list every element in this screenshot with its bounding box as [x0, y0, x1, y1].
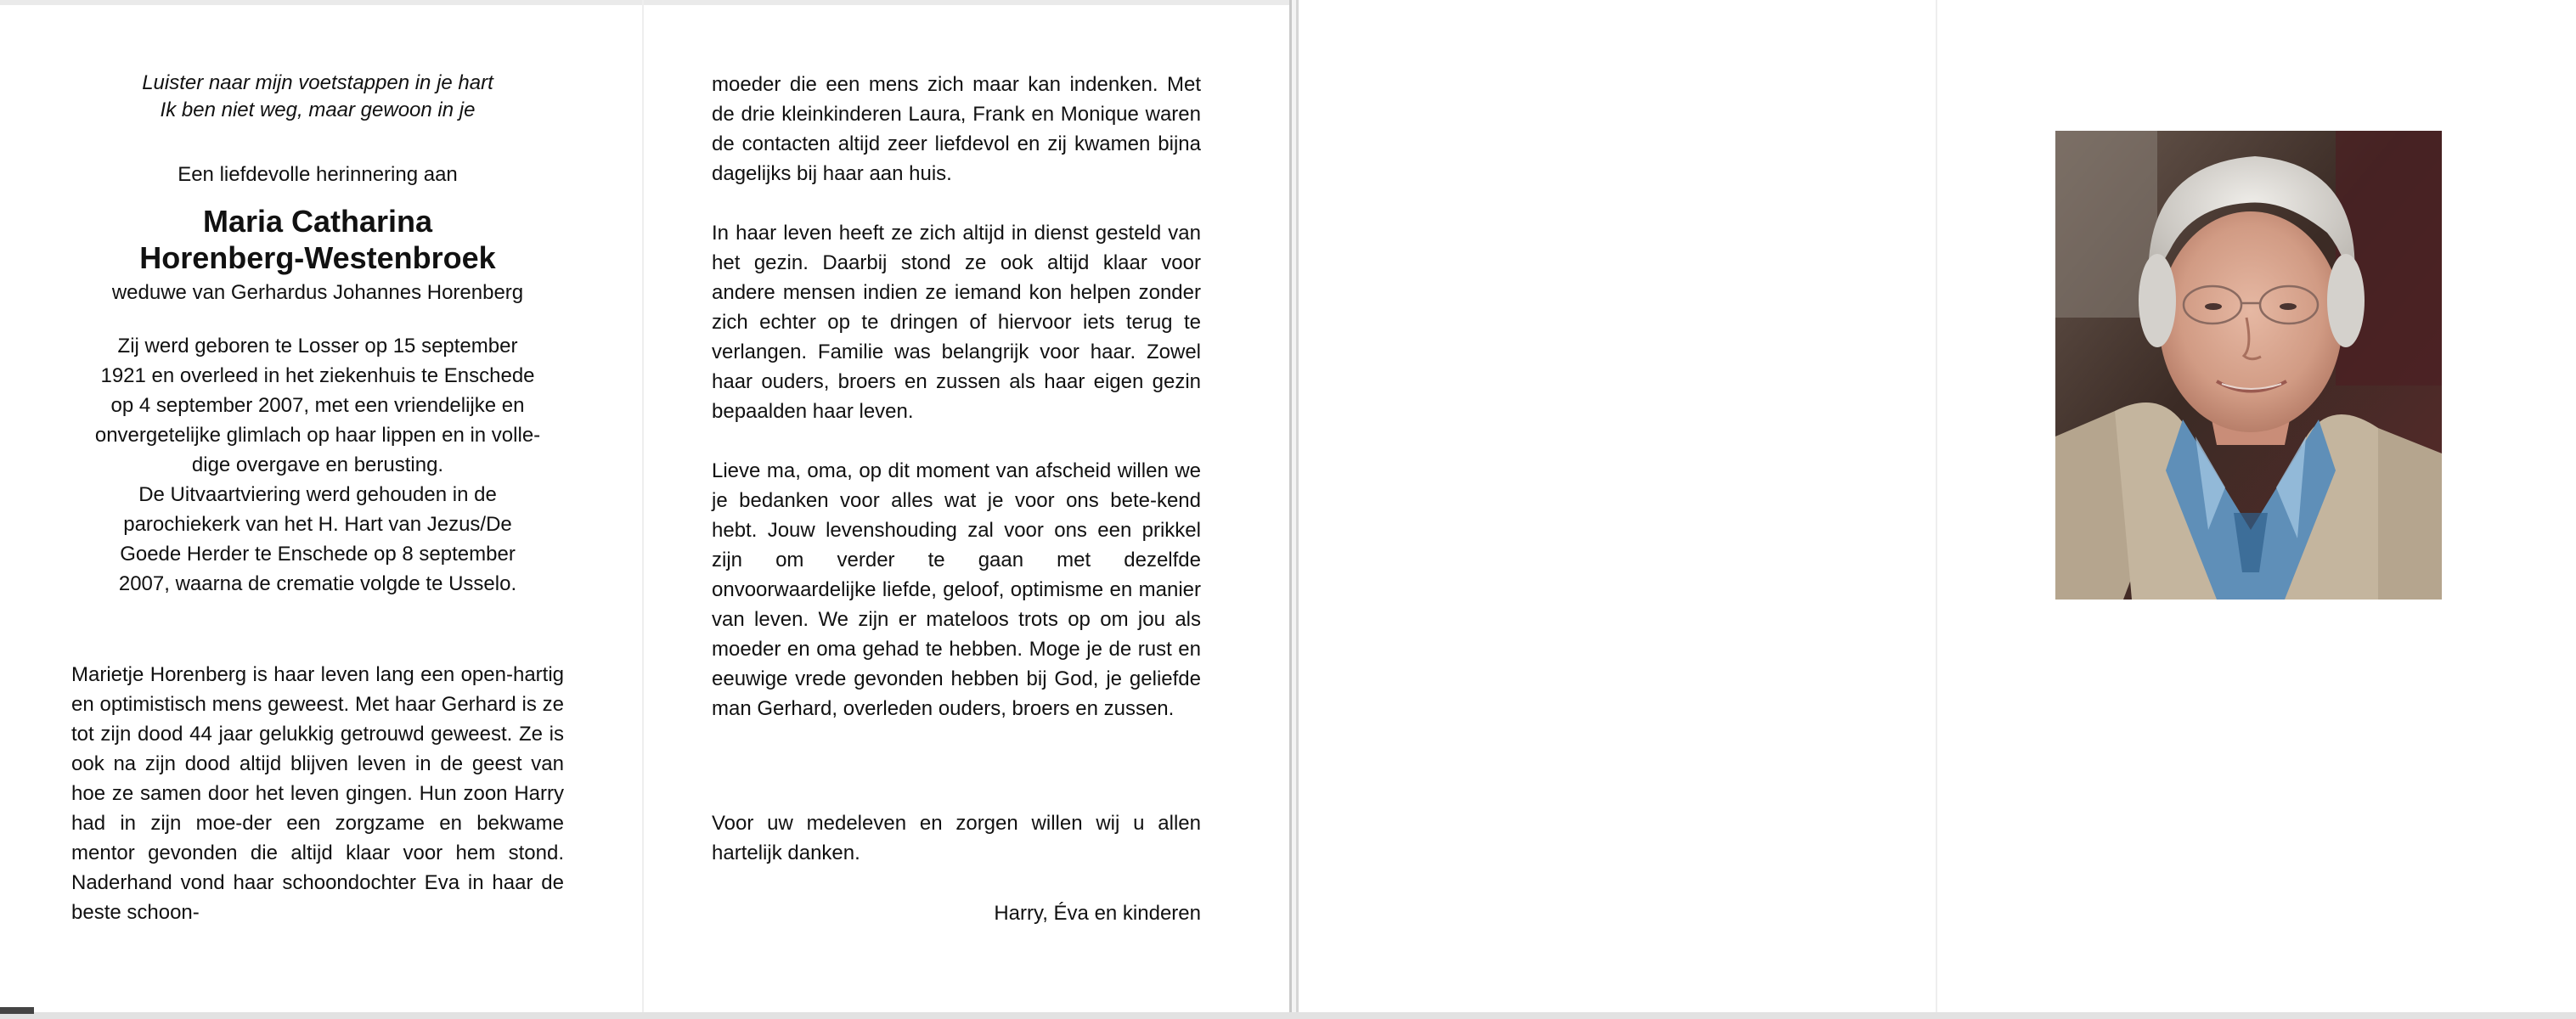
- detail-line: parochiekerk van het H. Hart van Jezus/De: [123, 513, 512, 536]
- left-text-column: [71, 70, 564, 927]
- deceased-name-line-1: Maria Catharina: [202, 204, 433, 239]
- birth-death-details: [71, 331, 564, 599]
- detail-line: op 4 september 2007, met een vriendelijke en: [110, 394, 525, 417]
- continuation-paragraph: moeder die een mens zich maar kan indenken. Met de drie kleinkinderen Laura, Frank en Monique waren de contacten altijd zeer liefdevol en zij kwamen bijna dagelijks bij haar aan huis.: [712, 73, 1201, 185]
- right-text-column: [712, 70, 1201, 928]
- motto-line-1: Luister naar mijn voetstappen in je hart: [142, 71, 493, 94]
- detail-line: dige overgave en berusting.: [191, 453, 444, 476]
- thanks-paragraph: Voor uw medeleven en zorgen willen wij u allen hartelijk danken.: [712, 812, 1201, 864]
- paper-edge: [0, 0, 1289, 5]
- memorial-intro: Een liefdevolle herinnering aan: [178, 163, 458, 186]
- family-signature: Harry, Éva en kinderen: [994, 902, 1201, 925]
- center-fold: [642, 0, 644, 1016]
- scan-bottom-edge: [0, 1012, 2576, 1019]
- service-paragraph: In haar leven heeft ze zich altijd in dienst gesteld van het gezin. Daarbij stond ze ook altijd klaar voor andere mensen indien ze iemand kon helpen zonder zich echter op te dringen of hiervoor iets terug te verlangen. Familie was belangrijk voor haar. Zowel haar ouders, broers en zussen als haar eigen gezin bepaalden haar leven.: [712, 222, 1201, 423]
- scan-corner-mark: [0, 1007, 34, 1014]
- widow-of-line: weduwe van Gerhardus Johannes Horenberg: [111, 281, 524, 304]
- deceased-name-line-2: Horenberg-Westenbroek: [139, 240, 496, 275]
- detail-line: 1921 en overleed in het ziekenhuis te Enschede: [100, 364, 535, 387]
- detail-line: Zij werd geboren te Losser op 15 september: [117, 335, 518, 357]
- detail-line: De Uitvaartviering werd gehouden in de: [138, 483, 497, 506]
- farewell-paragraph: Lieve ma, oma, op dit moment van afscheid willen we je bedanken voor alles wat je voor ons bete-kend hebt. Jouw levenshouding zal voor ons een prikkel zijn om verder te gaan met dezelfde onvoorwaardelijke liefde, geloof, optimisme en manier van leven. We zijn er mateloos trots op om jou als moeder en oma gehad te hebben. Moge je de rust en eeuwige vrede gevonden hebben bij God, je geliefde man Gerhard, overleden ouders, broers en zussen.: [712, 459, 1201, 720]
- biography-paragraph: Marietje Horenberg is haar leven lang een open-hartig en optimistisch mens geweest. Met haar Gerhard is ze tot zijn dood 44 jaar gelukkig getrouwd geweest. Ze is ook na zijn dood altijd blijven leven in de geest van hoe ze samen door het leven gingen. Hun zoon Harry had in zijn moe-der een zorgzame en bekwame mentor gevonden die altijd klaar voor hem stond. Naderhand vond haar schoondochter Eva in haar de beste schoon-: [71, 663, 564, 924]
- portrait-photo: [2055, 131, 2442, 600]
- outer-fold: [1936, 0, 1937, 1016]
- portrait-image: [2055, 131, 2442, 600]
- detail-line: 2007, waarna de crematie volgde te Usselo.: [118, 572, 517, 595]
- motto-line-2: Ik ben niet weg, maar gewoon in je: [160, 99, 476, 121]
- detail-line: Goede Herder te Enschede op 8 september: [120, 543, 516, 566]
- detail-line: onvergetelijke glimlach op haar lippen en in volle-: [94, 424, 541, 447]
